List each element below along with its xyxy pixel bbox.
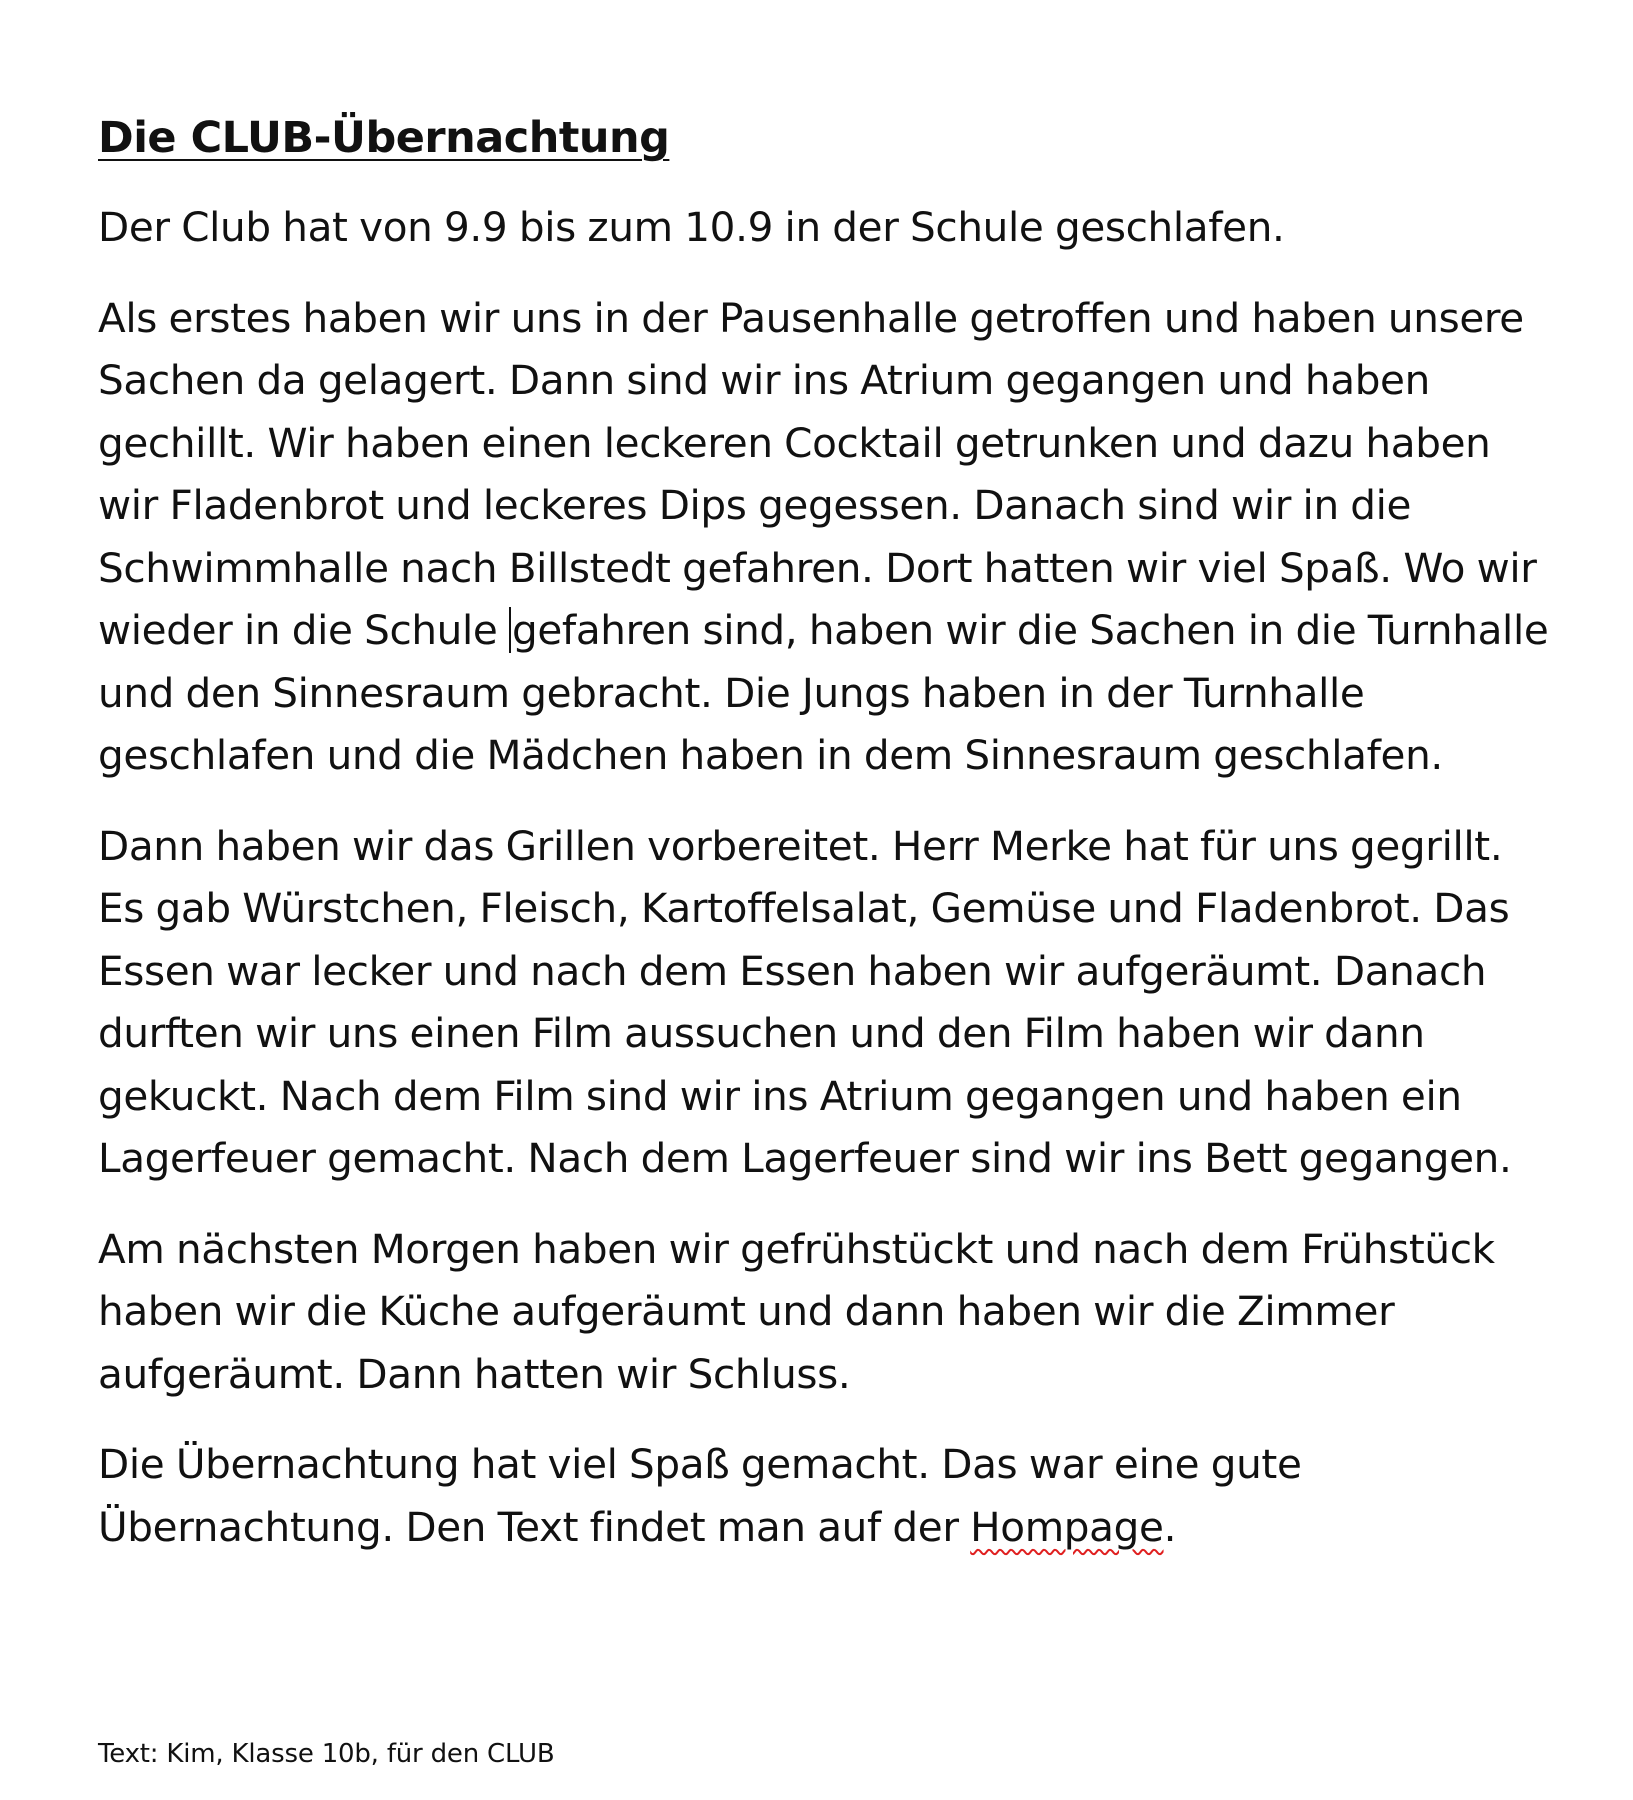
misspelled-word[interactable]: Hompage xyxy=(970,1502,1164,1551)
paragraph-5-text-end: . xyxy=(1163,1502,1177,1551)
paragraph-2 xyxy=(98,287,1558,787)
text-cursor xyxy=(509,607,511,653)
paragraph-3: Dann haben wir das Grillen vorbereitet. Herr Merke hat für uns gegrillt. Es gab Würstchen, Fleisch, Kartoffelsalat, Gemüse und Fladenbrot. Das Essen war lecker und nach dem Essen haben wir aufgeräumt. Danach durften wir uns einen Film aussuchen und den Film haben wir dann gekuckt. Nach dem Film sind wir ins Atrium gegangen und haben ein Lagerfeuer gemacht. Nach dem Lagerfeuer sind wir ins Bett gegangen. xyxy=(98,821,1512,1182)
paragraph-5-text-start: Die Übernachtung hat viel Spaß gemacht. Das war eine gute Übernachtung. Den Text findet man auf der xyxy=(98,1440,1302,1551)
paragraph-2-text-end: gefahren sind, haben wir die Sachen in die Turnhalle und den Sinnesraum gebracht. Die Jungs haben in der Turnhalle geschlafen und die Mädchen haben in dem Sinnesraum geschlafen. xyxy=(98,606,1549,779)
document-body xyxy=(98,108,1558,1586)
paragraph-1: Der Club hat von 9.9 bis zum 10.9 in der Schule geschlafen. xyxy=(98,203,1285,251)
paragraph-5 xyxy=(98,1433,1558,1558)
paragraph-4: Am nächsten Morgen haben wir gefrühstückt und nach dem Frühstück haben wir die Küche aufgeräumt und dann haben wir die Zimmer aufgeräumt. Dann hatten wir Schluss. xyxy=(98,1224,1495,1398)
author-footer: Text: Kim, Klasse 10b, für den CLUB xyxy=(98,1739,555,1769)
paragraph-2-text-start: Als erstes haben wir uns in der Pausenhalle getroffen und haben unsere Sachen da gelagert. Dann sind wir ins Atrium gegangen und haben gechillt. Wir haben einen leckeren Cocktail getrunken und dazu haben wir Fladenbrot und leckeres Dips gegessen. Danach sind wir in die Schwimmhalle nach Billstedt gefahren. Dort hatten wir viel Spaß. Wo wir wieder in die Schule xyxy=(98,293,1537,654)
document-title-text: Die CLUB-Übernachtung xyxy=(98,113,670,163)
document-title xyxy=(98,108,1558,168)
